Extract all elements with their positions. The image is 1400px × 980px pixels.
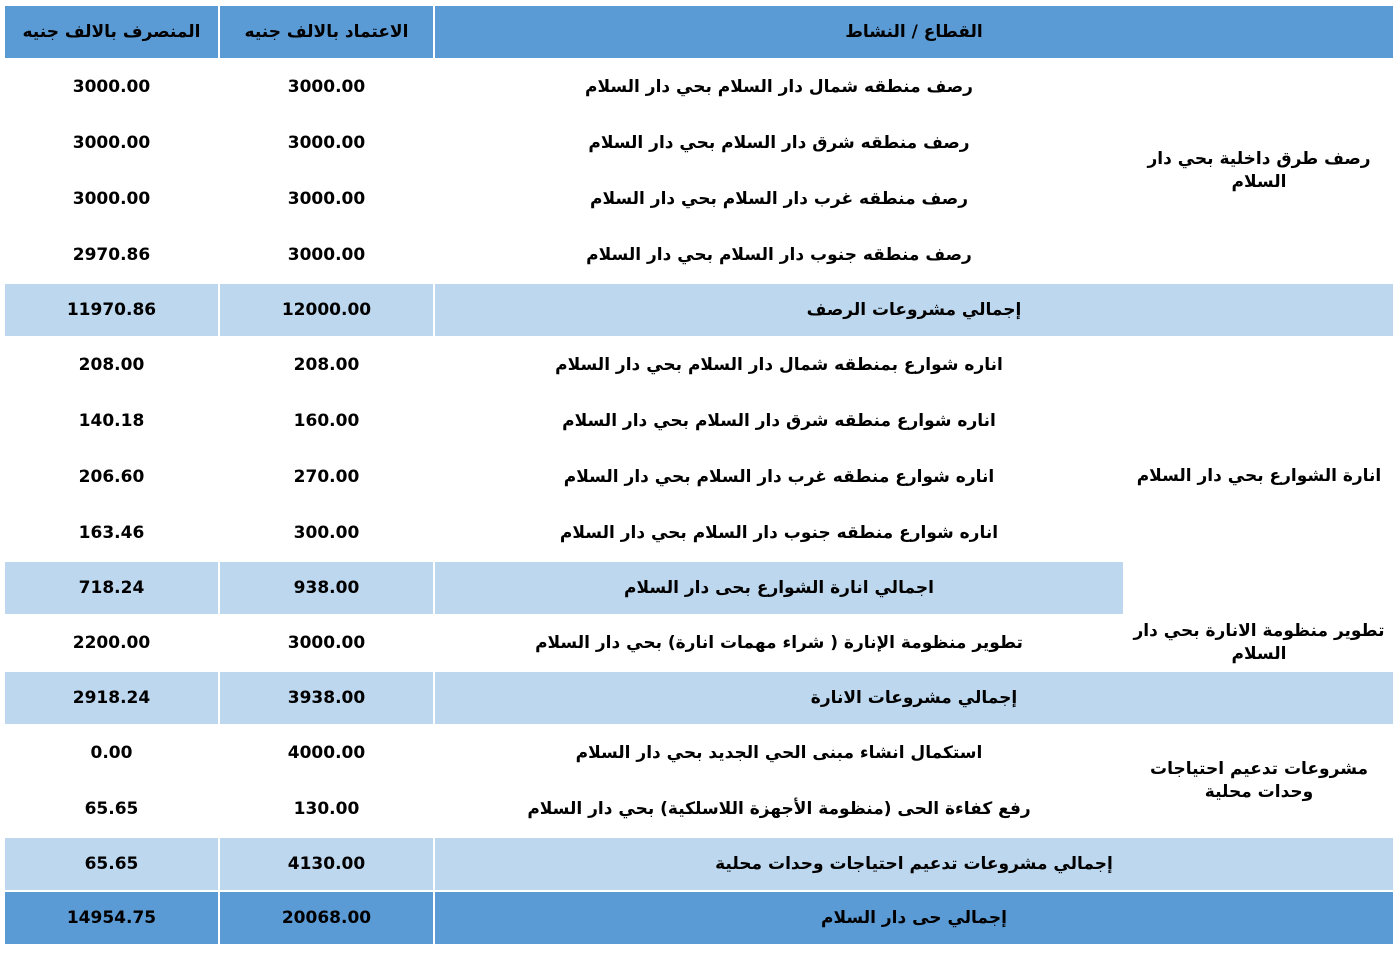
spent-value: 3000.00 xyxy=(4,115,219,171)
spent-value: 140.18 xyxy=(4,393,219,449)
activity-label: رصف منطقه شرق دار السلام بحي دار السلام xyxy=(434,115,1124,171)
budget-sheet xyxy=(0,4,1400,980)
subtotal-row-local-units xyxy=(4,837,1394,891)
header-group-activity: القطاع / النشاط xyxy=(434,5,1394,59)
table-header-row xyxy=(4,5,1394,59)
header-spent: المنصرف بالالف جنيه xyxy=(4,5,219,59)
grand-total-approved: 20068.00 xyxy=(219,891,434,945)
activity-label: اناره شوارع منطقه شرق دار السلام بحي دار السلام xyxy=(434,393,1124,449)
table-row xyxy=(4,725,1394,781)
approved-value: 270.00 xyxy=(219,449,434,505)
spent-value: 206.60 xyxy=(4,449,219,505)
approved-value: 130.00 xyxy=(219,781,434,837)
subtotal-label: اجمالي انارة الشوارع بحى دار السلام xyxy=(434,561,1124,615)
approved-value: 4000.00 xyxy=(219,725,434,781)
subtotal-row-lighting xyxy=(4,671,1394,725)
spent-value: 163.46 xyxy=(4,505,219,561)
activity-label: تطوير منظومة الإنارة ( شراء مهمات انارة) بحي دار السلام xyxy=(434,615,1124,671)
activity-label: استكمال انشاء مبنى الحي الجديد بحي دار السلام xyxy=(434,725,1124,781)
spent-value: 3000.00 xyxy=(4,59,219,115)
activity-label: اناره شوارع منطقه جنوب دار السلام بحي دار السلام xyxy=(434,505,1124,561)
approved-value: 3000.00 xyxy=(219,227,434,283)
approved-value: 300.00 xyxy=(219,505,434,561)
subtotal-approved: 12000.00 xyxy=(219,283,434,337)
activity-label: رصف منطقه جنوب دار السلام بحي دار السلام xyxy=(434,227,1124,283)
grand-total-spent: 14954.75 xyxy=(4,891,219,945)
approved-value: 3000.00 xyxy=(219,615,434,671)
spent-value: 0.00 xyxy=(4,725,219,781)
subtotal-approved: 3938.00 xyxy=(219,671,434,725)
activity-label: رصف منطقه شمال دار السلام بحي دار السلام xyxy=(434,59,1124,115)
spent-value: 208.00 xyxy=(4,337,219,393)
table-row xyxy=(4,337,1394,393)
subtotal-spent: 11970.86 xyxy=(4,283,219,337)
subtotal-label: إجمالي مشروعات الرصف xyxy=(434,283,1394,337)
subtotal-spent: 65.65 xyxy=(4,837,219,891)
group-label-lighting-system: تطوير منظومة الانارة بحي دار السلام xyxy=(1124,615,1394,671)
subtotal-spent: 718.24 xyxy=(4,561,219,615)
spent-value: 2200.00 xyxy=(4,615,219,671)
activity-label: رفع كفاءة الحى (منظومة الأجهزة اللاسلكية) بحي دار السلام xyxy=(434,781,1124,837)
approved-value: 3000.00 xyxy=(219,59,434,115)
subtotal-label: إجمالي مشروعات تدعيم احتياجات وحدات محلية xyxy=(434,837,1394,891)
subtotal-approved: 4130.00 xyxy=(219,837,434,891)
spent-value: 3000.00 xyxy=(4,171,219,227)
grand-total-label: إجمالي حى دار السلام xyxy=(434,891,1394,945)
activity-label: رصف منطقه غرب دار السلام بحي دار السلام xyxy=(434,171,1124,227)
subtotal-label: إجمالي مشروعات الانارة xyxy=(434,671,1394,725)
spent-value: 65.65 xyxy=(4,781,219,837)
budget-table xyxy=(3,4,1395,946)
subtotal-approved: 938.00 xyxy=(219,561,434,615)
approved-value: 208.00 xyxy=(219,337,434,393)
activity-label: اناره شوارع منطقه غرب دار السلام بحي دار السلام xyxy=(434,449,1124,505)
subtotal-spent: 2918.24 xyxy=(4,671,219,725)
approved-value: 160.00 xyxy=(219,393,434,449)
group-label-lighting: انارة الشوارع بحي دار السلام xyxy=(1124,337,1394,615)
approved-value: 3000.00 xyxy=(219,115,434,171)
spent-value: 2970.86 xyxy=(4,227,219,283)
approved-value: 3000.00 xyxy=(219,171,434,227)
group-label-local-units: مشروعات تدعيم احتياجات وحدات محلية xyxy=(1124,725,1394,837)
grand-total-row xyxy=(4,891,1394,945)
header-approved: الاعتماد بالالف جنيه xyxy=(219,5,434,59)
table-row xyxy=(4,59,1394,115)
table-row xyxy=(4,615,1394,671)
activity-label: اناره شوارع بمنطقه شمال دار السلام بحي دار السلام xyxy=(434,337,1124,393)
subtotal-row-paving xyxy=(4,283,1394,337)
group-label-paving: رصف طرق داخلية بحي دار السلام xyxy=(1124,59,1394,283)
